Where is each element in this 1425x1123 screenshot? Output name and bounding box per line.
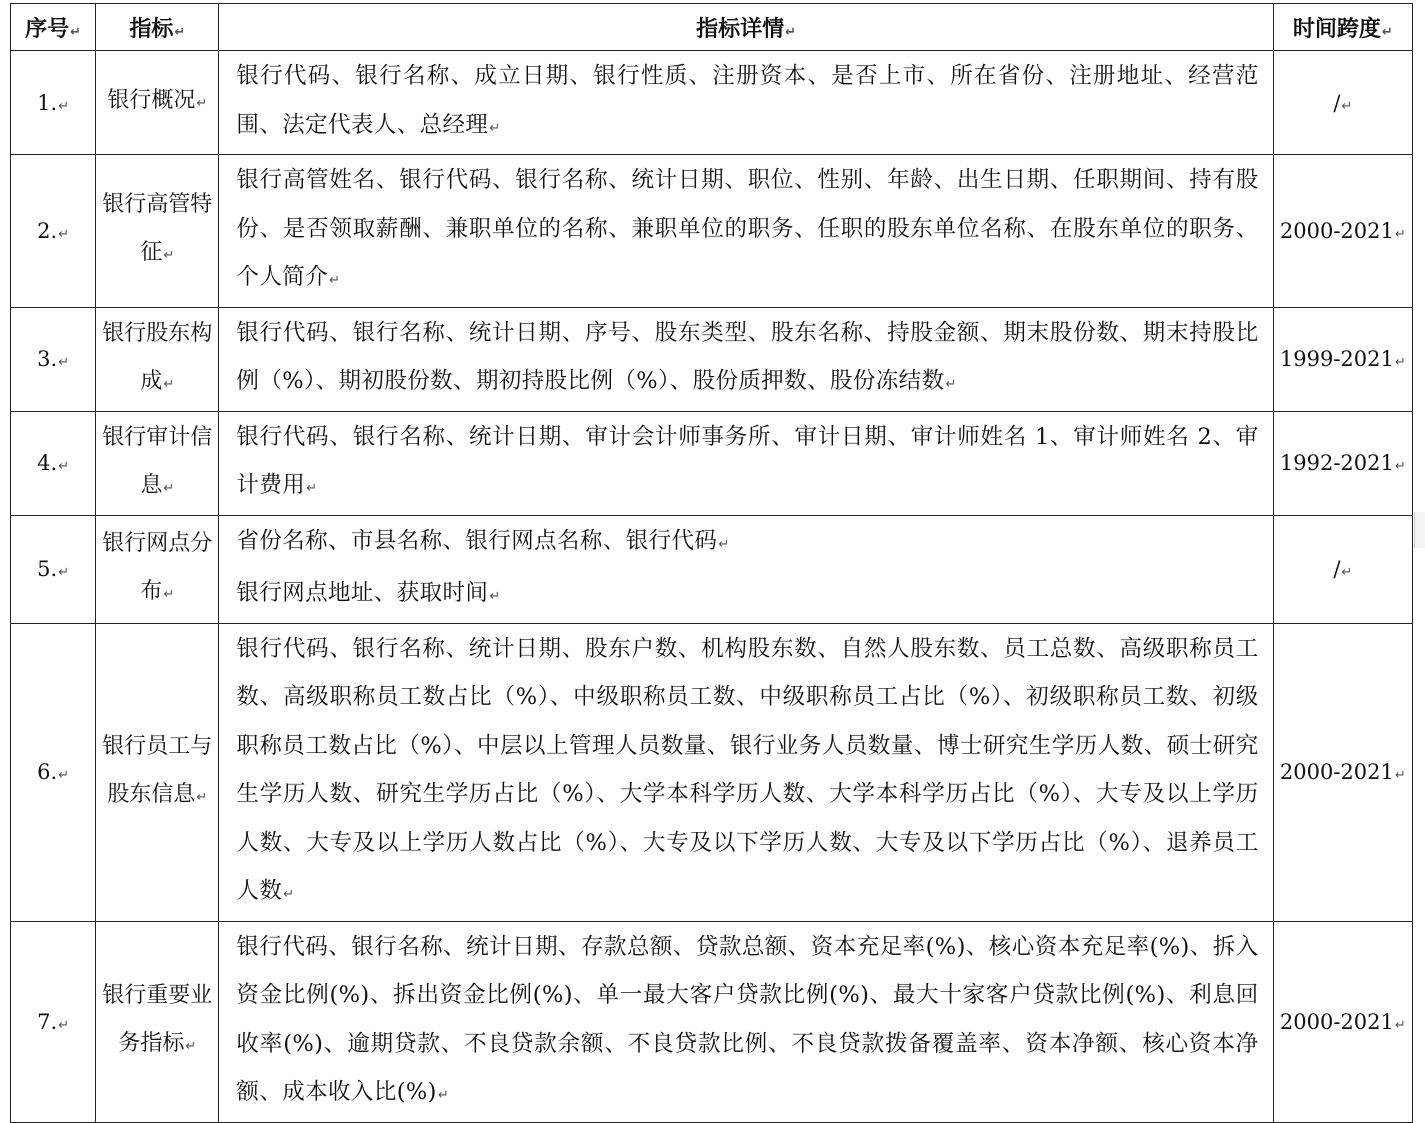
cell-time-span[interactable]: 2000-2021↵ [1273,921,1412,1122]
cell-indicator-detail[interactable] [219,515,1273,623]
cell-indicator-detail[interactable] [219,51,1273,155]
table-row [11,155,1413,308]
cell-indicator-detail[interactable] [219,155,1273,308]
header-name[interactable]: 指标↵ [96,4,219,51]
detail-line: 银行代码、银行名称、统计日期、审计会计师事务所、审计日期、审计师姓名 1、审计师姓名 2、审计费用↵ [236,423,1259,498]
cell-no[interactable]: 4.↵ [11,411,96,515]
cell-indicator-name[interactable]: 银行高管特征↵ [96,155,219,308]
table-row [11,623,1413,921]
cell-no[interactable]: 1.↵ [11,51,96,155]
cell-no[interactable]: 5.↵ [11,515,96,623]
cell-indicator-name[interactable]: 银行重要业务指标↵ [96,921,219,1122]
header-detail[interactable]: 指标详情↵ [219,4,1273,51]
cell-time-span[interactable]: 1992-2021↵ [1273,411,1412,515]
cell-indicator-detail[interactable] [219,307,1273,411]
cell-time-span[interactable]: 2000-2021↵ [1273,155,1412,308]
cell-indicator-name[interactable]: 银行员工与股东信息↵ [96,623,219,921]
cell-indicator-name[interactable]: 银行股东构成↵ [96,307,219,411]
detail-line: 银行代码、银行名称、统计日期、序号、股东类型、股东名称、持股金额、期末股份数、期末持股比例（%）、期初股份数、期初持股比例（%）、股份质押数、股份冻结数↵ [236,319,1259,394]
table-row [11,515,1413,623]
detail-line: 省份名称、市县名称、银行网点名称、银行代码↵ [236,527,730,554]
detail-line: 银行代码、银行名称、成立日期、银行性质、注册资本、是否上市、所在省份、注册地址、经营范围、法定代表人、总经理↵ [236,63,1259,138]
cell-time-span[interactable]: 1999-2021↵ [1273,307,1412,411]
cell-time-span[interactable]: /↵ [1273,51,1412,155]
detail-line: 银行网点地址、获取时间↵ [236,580,501,606]
cell-indicator-detail[interactable] [219,411,1273,515]
table-row [11,307,1413,411]
cell-time-span[interactable]: /↵ [1273,515,1412,623]
detail-line: 银行高管姓名、银行代码、银行名称、统计日期、职位、性别、年龄、出生日期、任职期间、持有股份、是否领取薪酬、兼职单位的名称、兼职单位的职务、任职的股东单位名称、在股东单位的职务、个人简介↵ [236,167,1259,290]
header-no[interactable]: 序号↵ [11,4,96,51]
indicator-table [10,3,1413,1123]
header-span[interactable]: 时间跨度↵ [1273,4,1412,51]
cell-indicator-detail[interactable] [219,921,1273,1122]
scrollbar-stub[interactable] [1414,512,1425,548]
cell-indicator-detail[interactable] [219,623,1273,921]
table-row [11,921,1413,1122]
cell-indicator-name[interactable]: 银行网点分布↵ [96,515,219,623]
cell-no[interactable]: 6.↵ [11,623,96,921]
table-row [11,51,1413,155]
cell-time-span[interactable]: 2000-2021↵ [1273,623,1412,921]
table-row [11,411,1413,515]
cell-indicator-name[interactable]: 银行审计信息↵ [96,411,219,515]
cell-no[interactable]: 3.↵ [11,307,96,411]
detail-line: 银行代码、银行名称、统计日期、股东户数、机构股东数、自然人股东数、员工总数、高级职称员工数、高级职称员工数占比（%）、中级职称员工数、中级职称员工占比（%）、初级职称员工数、初级职称员工数占比（%）、中层以上管理人员数量、银行业务人员数量、博士研究生学历人数、硕士研究生学历人数、研究生学历占比（%）、大学本科学历人数、大学本科学历占比（%）、大专及以上学历人数、大专及以上学历人数占比（%）、大专及以下学历人数、大专及以下学历占比（%）、退养员工人数↵ [236,635,1259,904]
cell-no[interactable]: 2.↵ [11,155,96,308]
detail-line: 银行代码、银行名称、统计日期、存款总额、贷款总额、资本充足率(%)、核心资本充足率(%)、拆入资金比例(%)、拆出资金比例(%)、单一最大客户贷款比例(%)、最大十家客户贷款比例(%)、利息回收率(%)、逾期贷款、不良贷款余额、不良贷款比例、不良贷款拨备覆盖率、资本净额、核心资本净额、成本收入比(%)↵ [236,933,1259,1105]
header-row [11,4,1413,51]
cell-no[interactable]: 7.↵ [11,921,96,1122]
cell-indicator-name[interactable]: 银行概况↵ [96,51,219,155]
